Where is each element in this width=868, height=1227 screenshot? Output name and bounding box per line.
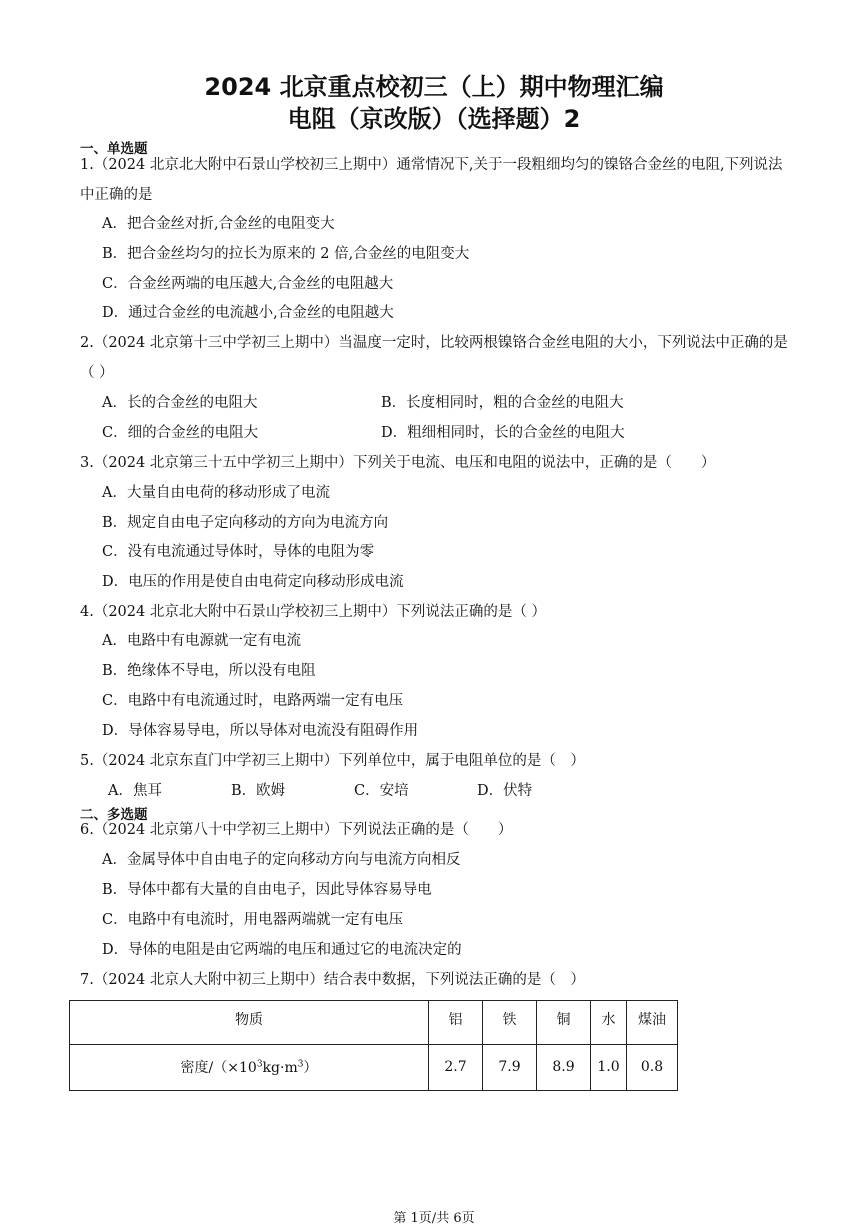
question-6-stem: 6.（2024 北京第八十中学初三上期中）下列说法正确的是（ ）: [80, 822, 513, 838]
question-6-option-d: D．导体的电阻是由它两端的电压和通过它的电流决定的: [102, 942, 462, 958]
question-2-option-c: C．细的合金丝的电阻大: [102, 425, 259, 441]
question-5-option-b: B．欧姆: [231, 783, 286, 799]
section-heading-single-choice: 一、单选题: [80, 141, 148, 157]
question-5-option-c: C．安培: [354, 783, 409, 799]
table-cell: 1.0: [591, 1045, 627, 1091]
question-5-stem: 5.（2024 北京东直门中学初三上期中）下列单位中，属于电阻单位的是（ ）: [80, 753, 585, 769]
page-subtitle: 电阻（京改版）（选择题）2: [287, 105, 581, 133]
table-row: [70, 1045, 678, 1091]
question-6-option-a: A．金属导体中自由电子的定向移动方向与电流方向相反: [102, 852, 461, 868]
page-title: 2024 北京重点校初三（上）期中物理汇编: [204, 73, 664, 101]
question-2-stem: 2.（2024 北京第十三中学初三上期中）当温度一定时，比较两根镍铬合金丝电阻的大小，下列说法中正确的是（ ）: [80, 335, 788, 381]
table-cell: 7.9: [483, 1045, 537, 1091]
table-row-label: 密度$/(\times 10^3kg\cdot m^3)$: [70, 1045, 429, 1091]
table-header-row: [70, 1001, 678, 1045]
question-4-option-c: C．电路中有电流通过时，电路两端一定有电压: [102, 693, 404, 709]
table-header-cell: 铁: [483, 1001, 537, 1045]
section-heading-multiple-choice: 二、多选题: [80, 807, 148, 823]
question-3-option-d: D．电压的作用是使自由电荷定向移动形成电流: [102, 574, 404, 590]
page-footer: 第 1页/共 6页: [393, 1211, 475, 1226]
question-4-option-d: D．导体容易导电，所以导体对电流没有阻碍作用: [102, 723, 419, 739]
question-2-option-d: D．粗细相同时，长的合金丝的电阻大: [381, 425, 625, 441]
question-3-option-b: B．规定自由电子定向移动的方向为电流方向: [102, 515, 389, 531]
question-2-option-b: B．长度相同时，粗的合金丝的电阻大: [381, 395, 624, 411]
question-1-option-d: D．通过合金丝的电流越小,合金丝的电阻越大: [102, 305, 394, 321]
question-3-option-a: A．大量自由电荷的移动形成了电流: [102, 485, 330, 501]
question-3-stem: 3.（2024 北京第三十五中学初三上期中）下列关于电流、电压和电阻的说法中，正确的是（ ）: [80, 455, 716, 471]
table-header-cell: 铜: [537, 1001, 591, 1045]
table-header-cell: 铝: [429, 1001, 483, 1045]
density-table: [69, 1000, 678, 1091]
question-5-option-a: A．焦耳: [108, 783, 162, 799]
table-header-cell: 物质: [70, 1001, 429, 1045]
table-cell: 2.7: [429, 1045, 483, 1091]
question-3-option-c: C．没有电流通过导体时，导体的电阻为零: [102, 544, 375, 560]
question-5-option-d: D．伏特: [477, 783, 533, 799]
question-1-option-b: B．把合金丝均匀的拉长为原来的 2 倍,合金丝的电阻变大: [102, 246, 470, 262]
question-4-option-a: A．电路中有电源就一定有电流: [102, 633, 301, 649]
question-4-stem: 4.（2024 北京北大附中石景山学校初三上期中）下列说法正确的是（ ）: [80, 604, 546, 620]
question-4-option-b: B．绝缘体不导电，所以没有电阻: [102, 663, 316, 679]
question-1-stem: 1.（2024 北京北大附中石景山学校初三上期中）通常情况下,关于一段粗细均匀的镍铬合金丝的电阻,下列说法中正确的是: [80, 157, 783, 203]
question-2-option-a: A．长的合金丝的电阻大: [102, 395, 258, 411]
question-6-option-b: B．导体中都有大量的自由电子，因此导体容易导电: [102, 882, 432, 898]
question-6-option-c: C．电路中有电流时，用电器两端就一定有电压: [102, 912, 404, 928]
question-7-stem: 7.（2024 北京人大附中初三上期中）结合表中数据，下列说法正确的是（ ）: [80, 972, 585, 988]
table-header-cell: 水: [591, 1001, 627, 1045]
table-header-cell: 煤油: [627, 1001, 678, 1045]
table-cell: 8.9: [537, 1045, 591, 1091]
question-1-option-c: C．合金丝两端的电压越大,合金丝的电阻越大: [102, 276, 394, 292]
question-1-option-a: A．把合金丝对折,合金丝的电阻变大: [102, 216, 335, 232]
table-cell: 0.8: [627, 1045, 678, 1091]
